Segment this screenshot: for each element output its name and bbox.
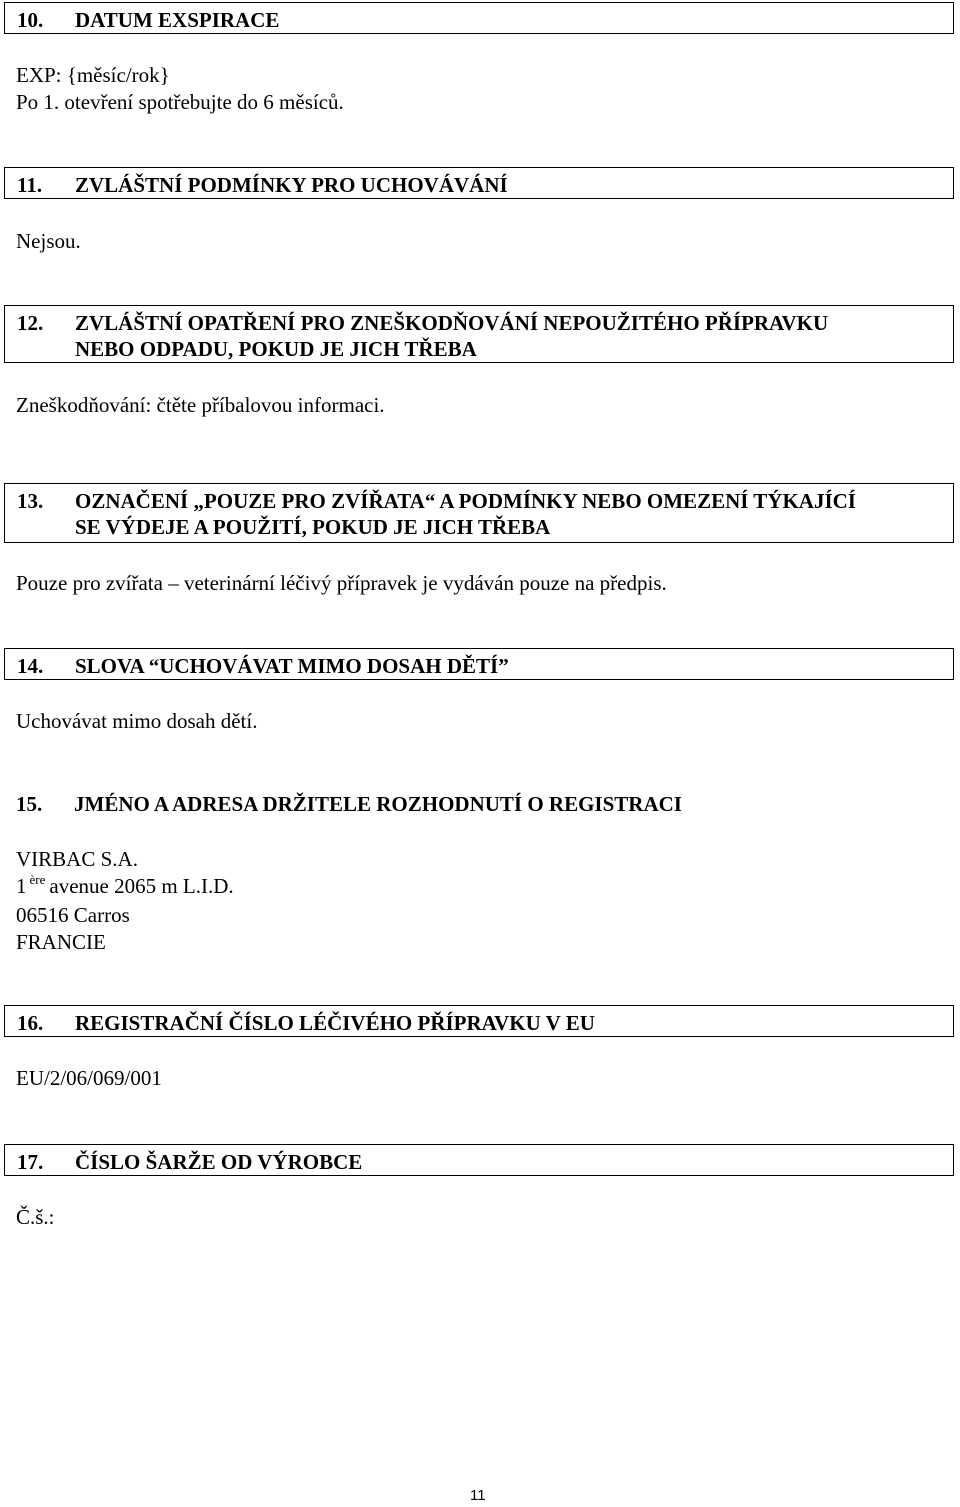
section-12-header	[4, 305, 954, 363]
storage-conditions-text: Nejsou.	[16, 229, 81, 253]
address-superscript: ère	[29, 872, 46, 887]
address-number: 1	[16, 874, 27, 898]
section-12-body	[16, 392, 385, 419]
section-title	[75, 310, 945, 362]
veterinary-use-text: Pouze pro zvířata – veterinární léčivý přípravek je vydáván pouze na předpis.	[16, 571, 667, 595]
section-title: JMÉNO A ADRESA DRŽITELE ROZHODNUTÍ O REGISTRACI	[74, 792, 682, 816]
section-13-body	[16, 570, 667, 597]
disposal-text: Zneškodňování: čtěte příbalovou informaci.	[16, 393, 385, 417]
postal-city: 06516 Carros	[16, 903, 130, 927]
section-title: ZVLÁŠTNÍ PODMÍNKY PRO UCHOVÁVÁNÍ	[75, 173, 508, 197]
address-line	[16, 873, 234, 902]
after-opening-line: Po 1. otevření spotřebujte do 6 měsíců.	[16, 90, 344, 114]
section-number: 17.	[17, 1150, 44, 1174]
section-number: 15.	[16, 792, 43, 816]
section-number: 12.	[17, 311, 44, 335]
address-street: avenue 2065 m L.I.D.	[49, 874, 234, 898]
section-11-header	[4, 167, 954, 199]
section-14-header	[4, 648, 954, 680]
section-number: 16.	[17, 1011, 44, 1035]
section-title: SLOVA “UCHOVÁVAT MIMO DOSAH DĚTÍ”	[75, 654, 509, 678]
section-16-body	[16, 1065, 162, 1092]
section-number: 11.	[17, 173, 43, 197]
section-17-header	[4, 1144, 954, 1176]
section-10-body	[16, 62, 344, 116]
section-title: DATUM EXSPIRACE	[75, 8, 280, 32]
section-number: 13.	[17, 489, 44, 513]
section-15-body	[16, 846, 234, 956]
section-number: 14.	[17, 654, 44, 678]
company-name: VIRBAC S.A.	[16, 847, 138, 871]
keep-away-text: Uchovávat mimo dosah dětí.	[16, 709, 258, 733]
section-14-body	[16, 708, 257, 735]
section-title	[75, 488, 945, 540]
section-title-line: OZNAČENÍ „POUZE PRO ZVÍŘATA“ A PODMÍNKY NEBO OMEZENÍ TÝKAJÍCÍ	[75, 489, 856, 513]
section-title-line: ZVLÁŠTNÍ OPATŘENÍ PRO ZNEŠKODŇOVÁNÍ NEPOUŽITÉHO PŘÍPRAVKU	[75, 311, 829, 335]
expiry-line: EXP: {měsíc/rok}	[16, 63, 170, 87]
country: FRANCIE	[16, 930, 106, 954]
section-13-header	[4, 483, 954, 543]
section-title: REGISTRAČNÍ ČÍSLO LÉČIVÉHO PŘÍPRAVKU V EU	[75, 1011, 595, 1035]
section-10-header	[4, 2, 954, 34]
section-16-header	[4, 1005, 954, 1037]
registration-number: EU/2/06/069/001	[16, 1066, 162, 1090]
section-number: 10.	[17, 8, 44, 32]
section-15-header	[4, 787, 954, 819]
page-number: 11	[470, 1487, 486, 1504]
section-17-body	[16, 1204, 55, 1231]
section-title-line: NEBO ODPADU, POKUD JE JICH TŘEBA	[75, 337, 477, 361]
section-title: ČÍSLO ŠARŽE OD VÝROBCE	[75, 1150, 363, 1174]
section-11-body	[16, 228, 81, 255]
batch-number-label: Č.š.:	[16, 1205, 55, 1229]
section-title-line: SE VÝDEJE A POUŽITÍ, POKUD JE JICH TŘEBA	[75, 515, 551, 539]
